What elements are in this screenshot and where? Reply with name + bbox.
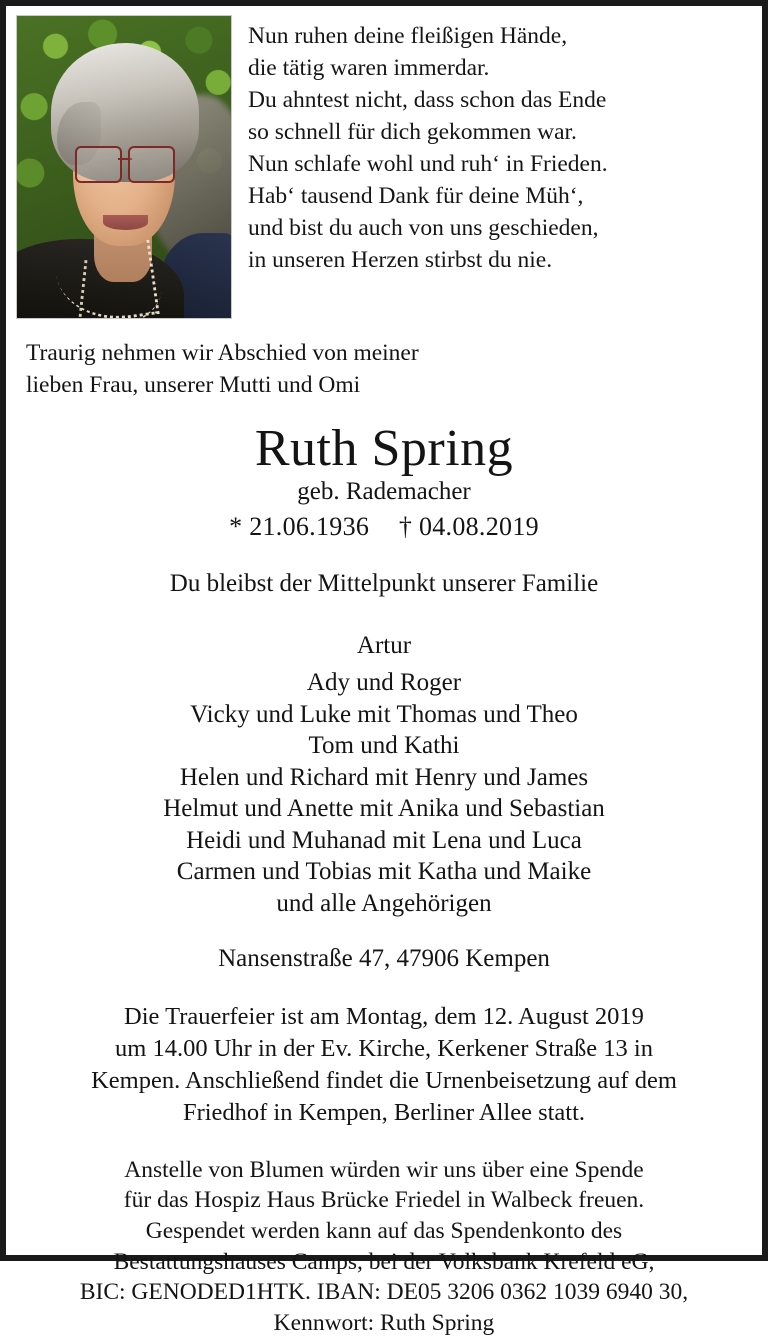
donation-line: Anstelle von Blumen würden wir uns über eine Spende xyxy=(124,1156,644,1183)
donation-line: Bestattungshauses Camps, bei der Volksbank Krefeld eG, xyxy=(113,1248,655,1275)
notice-header xyxy=(16,15,752,319)
portrait-image xyxy=(17,16,231,318)
glasses-lens-right xyxy=(128,146,175,183)
death-date: 04.08.2019 xyxy=(418,511,539,541)
family-line: und alle Angehörigen xyxy=(276,889,492,917)
farewell-text xyxy=(16,338,752,402)
glasses-icon xyxy=(75,146,176,179)
family-line: Heidi und Muhanad mit Lena und Luca xyxy=(186,826,582,854)
poem-line: Hab‘ tausend Dank für deine Müh‘, xyxy=(248,182,584,209)
ceremony-line: Kempen. Anschließend findet die Urnenbeisetzung auf dem xyxy=(91,1067,677,1095)
ceremony-details xyxy=(16,1001,752,1128)
family-line: Ady und Roger xyxy=(306,669,462,697)
ceremony-line: Friedhof in Kempen, Berliner Allee statt. xyxy=(182,1099,586,1127)
family-line: Artur xyxy=(356,631,412,659)
farewell-line: lieben Frau, unserer Mutti und Omi xyxy=(26,371,361,398)
ceremony-line: Die Trauerfeier ist am Montag, dem 12. August 2019 xyxy=(124,1003,644,1031)
family-line: Helmut und Anette mit Anika und Sebastian xyxy=(163,795,605,823)
donation-reference-line: Kennwort: Ruth Spring xyxy=(273,1309,495,1336)
portrait-photo xyxy=(16,15,232,319)
glasses-lens-left xyxy=(75,146,122,183)
pearl-necklace-lower xyxy=(78,260,164,318)
deceased-name: Ruth Spring xyxy=(254,419,514,477)
poem-line: Du ahntest nicht, dass schon das Ende xyxy=(248,86,607,113)
family-line: Helen und Richard mit Henry und James xyxy=(179,763,589,791)
poem-line: und bist du auch von uns geschieden, xyxy=(248,214,599,241)
donation-bank-line: BIC: GENODED1HTK. IBAN: DE05 3206 0362 1039 6940 30, xyxy=(79,1279,689,1306)
farewell-line: Traurig nehmen wir Abschied von meiner xyxy=(26,340,419,366)
poem-line: in unseren Herzen stirbst du nie. xyxy=(248,246,553,273)
family-line: Carmen und Tobias mit Katha und Maike xyxy=(176,858,592,886)
memorial-poem xyxy=(248,15,752,277)
poem-line: die tätig waren immerdar. xyxy=(248,54,490,81)
donation-line: Gespendet werden kann auf das Spendenkonto des xyxy=(145,1217,623,1244)
family-line: Vicky und Luke mit Thomas und Theo xyxy=(190,700,578,728)
memorial-motto: Du bleibst der Mittelpunkt unserer Familie xyxy=(169,569,599,597)
family-list xyxy=(16,630,752,920)
poem-line: Nun schlafe wohl und ruh‘ in Frieden. xyxy=(248,150,608,177)
birth-date: 21.06.1936 xyxy=(249,511,370,541)
death-symbol: † xyxy=(398,511,413,541)
birth-symbol: * xyxy=(229,511,243,541)
poem-line: Nun ruhen deine fleißigen Hände, xyxy=(248,23,568,49)
donation-details xyxy=(16,1155,752,1338)
life-dates xyxy=(16,512,752,542)
family-line: Tom und Kathi xyxy=(308,732,460,760)
notice-sheet xyxy=(16,15,752,1336)
deceased-maiden-name: geb. Rademacher xyxy=(297,477,471,505)
donation-line: für das Hospiz Haus Brücke Friedel in Walbeck freuen. xyxy=(123,1187,645,1214)
poem-line: so schnell für dich gekommen war. xyxy=(248,118,577,145)
family-address: Nansenstraße 47, 47906 Kempen xyxy=(218,945,550,973)
ceremony-line: um 14.00 Uhr in der Ev. Kirche, Kerkener Straße 13 in xyxy=(115,1035,653,1063)
